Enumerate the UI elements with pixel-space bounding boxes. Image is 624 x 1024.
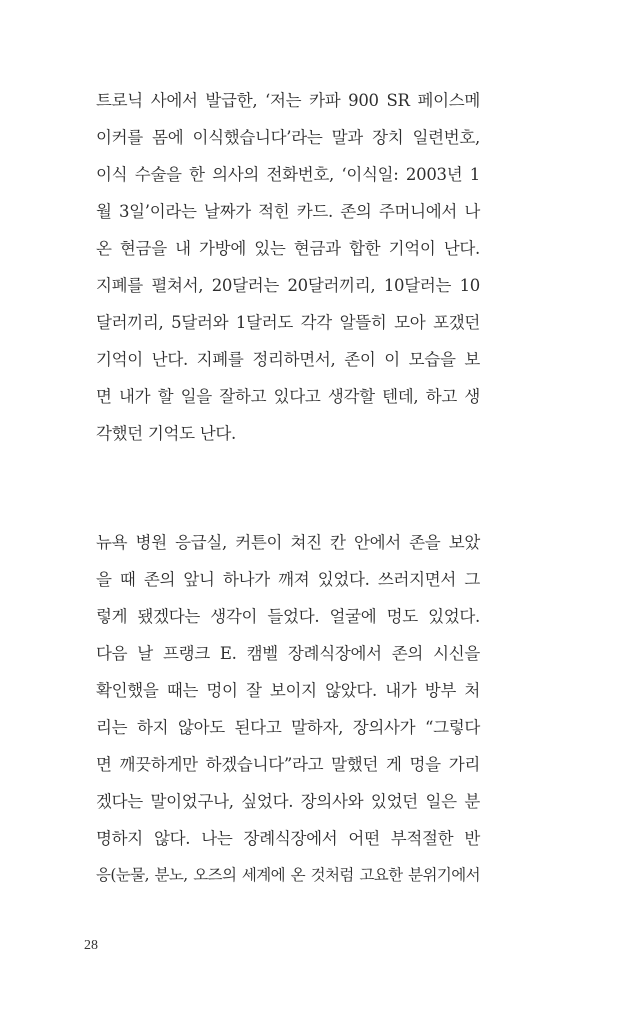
text-line: 월 3일’이라는 날짜가 적힌 카드. 존의 주머니에서 나 [96, 202, 480, 221]
text-line: 기억이 난다. 지폐를 정리하면서, 존이 이 모습을 보 [96, 350, 480, 369]
text-line: 이식 수술을 한 의사의 전화번호, ‘이식일: 2003년 1 [96, 165, 480, 184]
text-line: 응(눈물, 분노, 오즈의 세계에 온 것처럼 고요한 분위기에서 [96, 866, 480, 884]
text-line: 명하지 않다. 나는 장례식장에서 어떤 부적절한 반 [96, 829, 480, 848]
text-line: 뉴욕 병원 응급실, 커튼이 쳐진 칸 안에서 존을 보았 [96, 533, 480, 552]
text-line: 리는 하지 않아도 된다고 말하자, 장의사가 “그렇다 [96, 718, 480, 737]
text-line: 을 때 존의 앞니 하나가 깨져 있었다. 쓰러지면서 그 [96, 570, 480, 589]
text-line: 각했던 기억도 난다. [96, 424, 236, 443]
paragraph-2 [96, 524, 480, 894]
text-line: 온 현금을 내 가방에 있는 현금과 합한 기억이 난다. [96, 239, 480, 258]
text-line: 렇게 됐겠다는 생각이 들었다. 얼굴에 멍도 있었다. [96, 607, 480, 626]
text-line: 지폐를 펼쳐서, 20달러는 20달러끼리, 10달러는 10 [96, 276, 480, 295]
text-line: 겠다는 말이었구나, 싶었다. 장의사와 있었던 일은 분 [96, 792, 480, 811]
text-line: 달러끼리, 5달러와 1달러도 각각 알뜰히 모아 포갰던 [96, 313, 480, 332]
page-number: 28 [84, 938, 98, 953]
text-line: 면 깨끗하게만 하겠습니다”라고 말했던 게 멍을 가리 [96, 755, 480, 774]
paragraph-1 [96, 82, 480, 452]
text-line: 면 내가 할 일을 잘하고 있다고 생각할 텐데, 하고 생 [96, 387, 480, 406]
text-line: 다음 날 프랭크 E. 캠벨 장례식장에서 존의 시신을 [96, 644, 480, 663]
text-line: 트로닉 사에서 발급한, ‘저는 카파 900 SR 페이스메 [96, 91, 480, 110]
text-line: 이커를 몸에 이식했습니다’라는 말과 장치 일련번호, [96, 128, 480, 147]
text-line: 확인했을 때는 멍이 잘 보이지 않았다. 내가 방부 처 [96, 681, 480, 700]
